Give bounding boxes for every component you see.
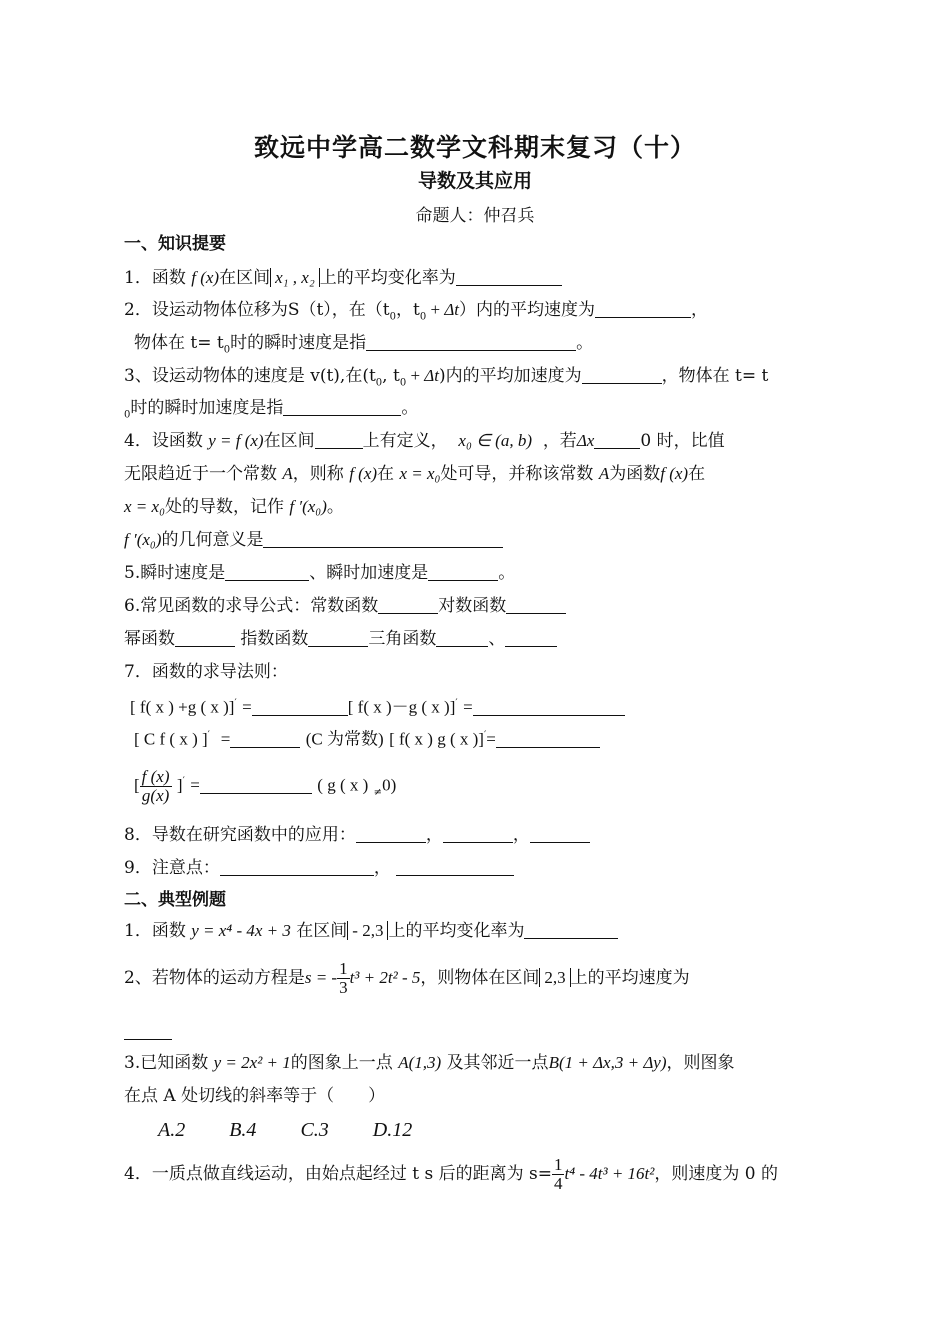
blank — [594, 430, 640, 449]
blank — [175, 628, 235, 647]
blank — [524, 920, 618, 939]
item-2: 2．设运动物体位移为S（t），在（$t_0$，$t_0 + \Delta t$）内的平均速度为 ， — [124, 300, 709, 323]
item-7-rule-3: [ $\frac{f (x)}{g(x)}$ ]′ = ( g ( x ) $_\ne$0) — [134, 766, 397, 805]
example-4: 4．一质点做直线运动，由始点起经过 t s 后的距离为 s= $\frac{1}{4}$ t⁴ - 4t³ + 16t²，则速度为 0 的 — [124, 1155, 778, 1193]
blank — [595, 299, 691, 318]
item-4-cont3: f ′(x₀)的几何意义是 — [124, 528, 503, 552]
example-1: 1．函数 y = x⁴ - 4x + 3 在区间 - 2,3 上的平均变化率为 — [124, 919, 618, 943]
item-8: 8．导数在研究函数中的应用： ， ， — [124, 823, 590, 847]
blank — [200, 775, 312, 794]
item-7-rule-2: [ C f ( x ) ]′ = (C 为常数) [ f( x ) g ( x )]′= — [134, 724, 600, 752]
interval-x1-x2: x₁ , x₂ — [270, 268, 320, 287]
item-7: 7．函数的求导法则： — [124, 662, 288, 682]
blank — [436, 628, 488, 647]
blank — [582, 365, 662, 384]
item-4-cont: 无限趋近于一个常数 A，则称 f (x)在 x = x₀处可导，并称该常数 A为函数f (x)在 — [124, 464, 706, 484]
blank — [252, 697, 348, 716]
item-4: 4．设函数 y = f (x)在区间 上有定义， x₀ ∈ (a, b) ，若Δx 0 时，比值 — [124, 431, 725, 451]
option-a: A.2 — [158, 1119, 186, 1141]
blank — [378, 595, 438, 614]
example-2: 2、若物体的运动方程是s = - $\frac{1}{3}$ t³ + 2t² - 5，则物体在区间 2,3 上的平均速度为 — [124, 959, 690, 997]
example-3-options — [158, 1118, 456, 1143]
fraction-f-over-g: $\frac{f (x)}{g(x)}$ — [141, 766, 170, 805]
blank — [230, 729, 300, 748]
option-c: C.3 — [300, 1119, 329, 1141]
blank — [428, 562, 498, 581]
blank — [220, 857, 374, 876]
blank — [283, 397, 401, 416]
blank — [505, 628, 557, 647]
page-title: 致远中学高二数学文科期末复习（十） — [253, 133, 696, 162]
section-heading-knowledge: 一、知识提要 — [124, 234, 226, 254]
blank — [315, 430, 363, 449]
blank — [225, 562, 309, 581]
section-heading-examples: 二、典型例题 — [124, 890, 226, 910]
example-2-blank — [124, 1020, 172, 1044]
blank — [473, 697, 625, 716]
blank — [308, 628, 368, 647]
option-d: D.12 — [372, 1119, 413, 1141]
item-6-cont: 幂函数 指数函数 三角函数 、 — [124, 627, 557, 651]
blank — [496, 729, 600, 748]
blank — [443, 824, 513, 843]
item-9: 9．注意点： ， — [124, 856, 514, 880]
blank — [530, 824, 590, 843]
blank — [396, 857, 514, 876]
blank — [366, 332, 576, 351]
blank — [124, 1021, 172, 1040]
blank — [456, 267, 562, 286]
interval: - 2,3 — [347, 921, 388, 940]
blank — [506, 595, 566, 614]
interval: 2,3 — [539, 968, 570, 987]
blank — [356, 824, 426, 843]
item-7-rule-1: [ f( x ) +g ( x )]′ = [ f( x )－g ( x )]′ = — [130, 692, 625, 720]
item-4-cont2: x = x₀处的导数，记作 f ′(x₀)。 — [124, 497, 344, 517]
item-5: 5.瞬时速度是 、瞬时加速度是 。 — [124, 563, 516, 583]
author-line: 命题人：仲召兵 — [415, 206, 535, 226]
item-3: 3、设运动物体的速度是 v(t),在($t_0$, $t_0 + \Delta t$)内的平均加速度为 ，物体在 t= t — [124, 366, 769, 389]
item-1: 1．函数 f (x)在区间 x₁ , x₂ 上的平均变化率为 — [124, 266, 562, 290]
blank — [263, 529, 503, 548]
option-b: B.4 — [229, 1119, 257, 1141]
item-3-cont: $_0$时的瞬时加速度是指 。 — [124, 398, 419, 421]
item-2-cont: 物体在 $t= t_0$时的瞬时速度是指 。 — [134, 333, 594, 356]
example-3-cont: 在点 A 处切线的斜率等于（ ） — [124, 1086, 386, 1106]
example-3: 3.已知函数 y = 2x² + 1的图象上一点 A(1,3) 及其邻近一点B(1 + Δx,3 + Δy)，则图象 — [124, 1053, 735, 1073]
item-6: 6.常见函数的求导公式：常数函数 对数函数 — [124, 594, 566, 618]
page-subtitle: 导数及其应用 — [417, 170, 532, 192]
